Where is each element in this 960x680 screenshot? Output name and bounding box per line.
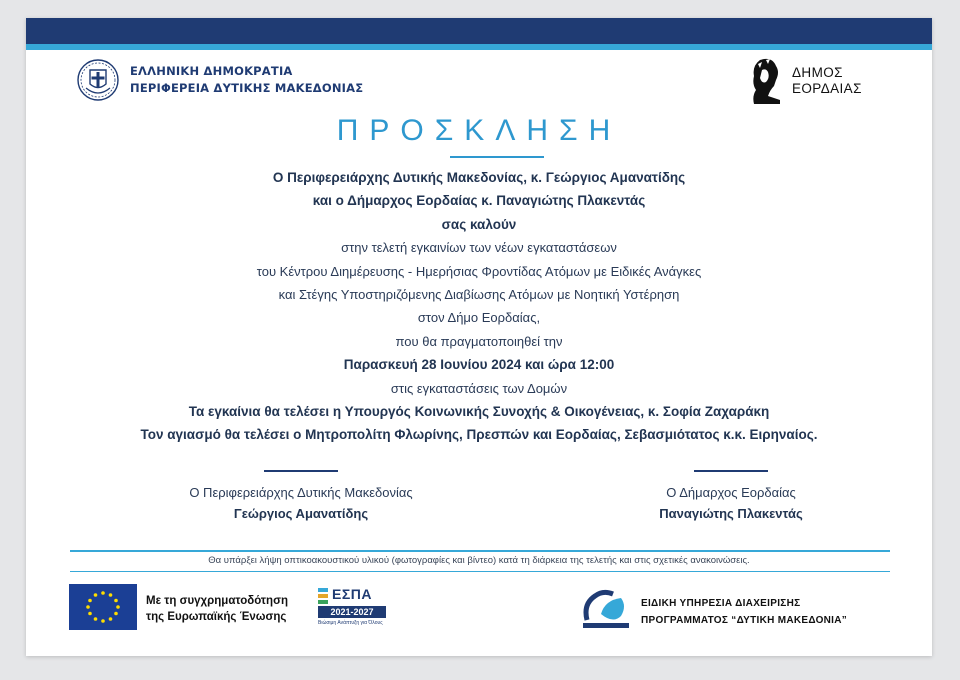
dimos-eordaias-logo-icon [746, 56, 788, 106]
signature-left-role: Ο Περιφερειάρχης Δυτικής Μακεδονίας [189, 485, 413, 500]
body-line-12: Τον αγιασμό θα τελέσει ο Μητροπολίτη Φλωρίνης, Πρεσπών και Εορδαίας, Σεβασμιότατος κ.κ. Ειρηναίος. [140, 427, 818, 443]
signature-right [571, 470, 891, 526]
body-line-10: στις εγκαταστάσεις των Δομών [390, 380, 568, 396]
top-banner-accent [26, 44, 932, 50]
eu-cofunding [146, 593, 288, 625]
edt-line1: ΕΙΔΙΚΗ ΥΠΗΡΕΣΙΑ ΔΙΑΧΕΙΡΙΣΗΣ [641, 598, 801, 609]
espa-subtitle: Βιώσιμη Ανάπτυξη για Όλους [318, 620, 383, 626]
body-line-11: Τα εγκαίνια θα τελέσει η Υπουργός Κοινωνικής Συνοχής & Οικογένειας, κ. Σοφία Ζαχαράκη [188, 404, 770, 420]
body-line-1: Ο Περιφερειάρχης Δυτικής Μακεδονίας, κ. Γεώργιος Αμανατίδης [272, 170, 686, 185]
signature-right-name: Παναγιώτης Πλακεντάς [659, 506, 803, 521]
edt-logo-icon [581, 584, 631, 630]
invitation-card [26, 18, 932, 656]
signature-left-name: Γεώργιος Αμανατίδης [233, 506, 369, 521]
espa-title: ΕΣΠΑ [332, 586, 372, 602]
signature-right-rule [694, 470, 768, 472]
note-rule-top [70, 550, 890, 552]
signature-right-role: Ο Δήμαρχος Εορδαίας [666, 485, 796, 500]
invitation-title: ΠΡΟΣΚΛΗΣΗ [336, 114, 622, 147]
gov-line2: ΠΕΡΙΦΕΡΕΙΑ ΔΥΤΙΚΗΣ ΜΑΚΕΔΟΝΙΑΣ [130, 81, 364, 95]
signature-left [141, 470, 461, 526]
espa-years: 2021-2027 [318, 606, 386, 618]
title-underline [450, 156, 544, 158]
dimos-line1: ΔΗΜΟΣ [792, 65, 843, 80]
dimos-header [746, 56, 862, 106]
edt-line2: ΠΡΟΓΡΑΜΜΑΤΟΣ “ΔΥΤΙΚΗ ΜΑΚΕΔΟΝΙΑ” [641, 615, 848, 626]
body-line-3: σας καλούν [441, 216, 517, 232]
body-line-4: στην τελετή εγκαινίων των νέων εγκαταστάσεων [341, 240, 617, 256]
dimos-title [792, 65, 862, 97]
gov-header [76, 58, 363, 102]
invitation-body [26, 166, 932, 447]
greek-coat-of-arms-icon [76, 58, 120, 102]
media-note: Θα υπάρξει λήψη οπτικοακουστικού υλικού (φωτογραφίες και βίντεο) κατά τη διάρκεια της τελετής και στις σχετικές ανακοινώσεις. [208, 555, 750, 566]
eu-line2: της Ευρωπαϊκής Ένωσης [146, 611, 287, 623]
gov-line1: ΕΛΛΗΝΙΚΗ ΔΗΜΟΚΡΑΤΙΑ [130, 64, 293, 78]
body-line-7: στον Δήμο Εορδαίας, [417, 310, 541, 326]
gov-title [130, 63, 363, 97]
body-line-6: και Στέγης Υποστηριζόμενης Διαβίωσης Ατόμων με Νοητική Υστέρηση [278, 287, 680, 303]
signature-left-rule [264, 470, 338, 472]
dimos-line2: ΕΟΡΔΑΙΑΣ [792, 81, 862, 96]
edt-title [641, 595, 847, 629]
body-line-2: και ο Δήμαρχος Εορδαίας κ. Παναγιώτης Πλακεντάς [312, 193, 646, 209]
body-line-8: που θα πραγματοποιηθεί την [395, 333, 563, 349]
event-datetime: Παρασκευή 28 Ιουνίου 2024 και ώρα 12:00 [343, 357, 615, 373]
body-line-5: του Κέντρου Διημέρευσης - Ημερήσιας Φροντίδας Ατόμων με Ειδικές Ανάγκες [256, 263, 702, 279]
eu-line1: Με τη συγχρηματοδότηση [146, 595, 288, 607]
eu-flag-icon [69, 584, 137, 630]
top-banner [26, 18, 932, 44]
note-rule-bottom [70, 571, 890, 572]
